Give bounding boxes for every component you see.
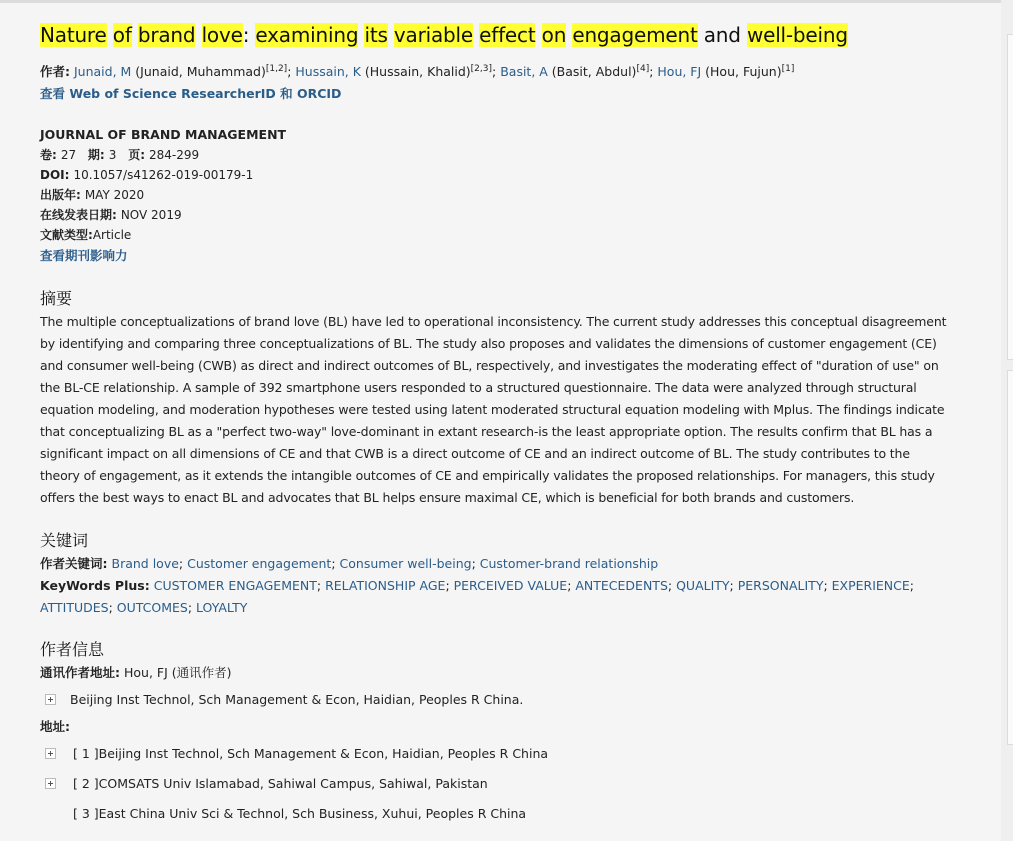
record-page — [40, 20, 952, 828]
address-label: 地址: — [40, 719, 70, 735]
keywords-plus-link[interactable]: OUTCOMES — [116, 600, 188, 616]
author-keywords-list: Brand love; Customer engagement; Consumer well-being; Customer-brand relationship — [111, 556, 659, 572]
journal-impact-link[interactable]: 查看期刊影响力 — [40, 248, 128, 264]
title-text: and — [697, 23, 747, 47]
researcher-id-row — [40, 84, 952, 104]
address-number: [ 3 ] — [73, 805, 99, 821]
keywords-plus-link[interactable]: PERSONALITY — [737, 578, 824, 594]
author-affiliation-ref[interactable]: [4] — [636, 64, 650, 74]
corresponding-author-value: Hou, FJ (通讯作者) — [124, 665, 232, 681]
side-panel-tab — [1007, 370, 1013, 745]
side-panel-tab — [1007, 34, 1013, 360]
corresponding-address-text: Beijing Inst Technol, Sch Management & Econ, Haidian, Peoples R China. — [70, 691, 524, 707]
volume-value: 27 — [60, 148, 77, 163]
online-date-value: NOV 2019 — [120, 208, 182, 223]
expand-plus-icon[interactable] — [45, 694, 56, 705]
title-highlight-term: effect — [479, 23, 536, 47]
title-highlight-term: on — [541, 23, 567, 47]
keywords-plus-link[interactable]: EXPERIENCE — [831, 578, 910, 594]
author-keyword-link[interactable]: Brand love — [111, 556, 179, 572]
abstract-text: The multiple conceptualizations of brand love (BL) have led to operational inconsistency. The current study addresses this conceptual disagreement by identifying and comparing three conceptualizations of BL. The study also proposes and validates the dimensions of customer engagement (CE) and consumer well-being (CWB) as direct and indirect outcomes of BL, respectively, and investigates the moderating effect of "duration of use" on the BL-CE relationship. A sample of 392 smartphone users responded to a structured questionnaire. The data were analyzed through structural equation modeling, and moderation hypotheses were tested using latent moderated structural equation modeling with Mplus. The findings indicate that conceptualizing BL as a "perfect two-way" love-dominant in extant research-is the least appropriate option. The results confirm that BL has a significant impact on all dimensions of CE and that CWB is a direct outcome of CE and an indirect outcome of BL. The study contributes to the theory of engagement, as it extends the intangible outcomes of CE and empirically validates the proposed relationships. For managers, this study offers the best ways to enact BL and advocates that BL helps ensure maximal CE, which is beneficial for both brands and customers. — [40, 314, 947, 506]
keywords-plus-link[interactable]: QUALITY — [676, 578, 730, 594]
author-full-name: (Basit, Abdul) — [547, 64, 637, 80]
keywords-plus-link[interactable]: LOYALTY — [196, 600, 248, 616]
address-number: [ 2 ] — [73, 775, 99, 791]
title-text — [195, 23, 201, 47]
doi-value: 10.1057/s41262-019-00179-1 — [73, 168, 254, 183]
online-date-label: 在线发表日期: — [40, 208, 117, 223]
address-row — [40, 768, 952, 798]
title-text — [107, 23, 113, 47]
keywords-plus-link[interactable]: ATTITUDES — [40, 600, 109, 616]
title-highlight-term: engagement — [572, 23, 698, 47]
corresponding-author-label: 通讯作者地址: — [40, 665, 120, 681]
abstract-heading: 摘要 — [40, 289, 73, 309]
address-text: COMSATS Univ Islamabad, Sahiwal Campus, Sahiwal, Pakistan — [98, 775, 488, 791]
title-text — [388, 23, 394, 47]
expand-plus-icon[interactable] — [45, 748, 56, 759]
author-keyword-link[interactable]: Customer-brand relationship — [479, 556, 659, 572]
author-keyword-link[interactable]: Customer engagement — [187, 556, 332, 572]
author-link[interactable]: Hussain, K — [295, 64, 361, 80]
title-highlight-term: of — [112, 23, 132, 47]
title-text — [132, 23, 138, 47]
address-number: [ 1 ] — [73, 745, 99, 761]
author-full-name: (Hou, Fujun) — [701, 64, 782, 80]
issue-label: 期: — [87, 148, 105, 163]
doi-row — [40, 165, 952, 185]
author-link[interactable]: Junaid, M — [73, 64, 132, 80]
author-separator: ; — [287, 64, 296, 80]
address-row — [40, 738, 952, 768]
author-keywords-label: 作者关键词: — [40, 556, 108, 572]
author-affiliation-ref[interactable]: [1,2] — [265, 64, 288, 74]
author-link[interactable]: Hou, FJ — [657, 64, 702, 80]
researcher-id-link[interactable]: 查看 Web of Science ResearcherID 和 ORCID — [40, 86, 342, 102]
pages-value: 284-299 — [149, 148, 200, 163]
keywords-plus-row — [40, 575, 952, 619]
right-side-panel-edge — [1001, 0, 1013, 841]
address-list — [40, 738, 952, 828]
top-divider — [0, 0, 1001, 3]
online-date-row — [40, 205, 952, 225]
author-separator: ; — [649, 64, 658, 80]
author-affiliation-ref[interactable]: [1] — [781, 64, 795, 74]
author-separator: ; — [492, 64, 501, 80]
corresponding-author-row — [40, 662, 952, 684]
doi-label: DOI: — [40, 168, 70, 183]
author-info-heading: 作者信息 — [40, 640, 105, 660]
journal-name: JOURNAL OF BRAND MANAGEMENT — [40, 127, 287, 143]
author-full-name: (Hussain, Khalid) — [360, 64, 471, 80]
title-text: : — [242, 23, 256, 47]
authors-label: 作者: — [40, 64, 70, 80]
impact-row — [40, 245, 952, 267]
authors-line — [40, 59, 952, 82]
article-title — [40, 20, 952, 50]
keywords-plus-link[interactable]: ANTECEDENTS — [575, 578, 668, 594]
doctype-label: 文献类型: — [40, 228, 93, 243]
author-keywords-row — [40, 553, 952, 575]
volume-issue-pages — [40, 145, 952, 165]
keywords-plus-list: CUSTOMER ENGAGEMENT; RELATIONSHIP AGE; PERCEIVED VALUE; ANTECEDENTS; QUALITY; PERSONALITY; EXPERIENCE; ATTITUDES; OUTCOMES; LOYALTY — [40, 578, 915, 616]
author-affiliation-ref[interactable]: [2,3] — [470, 64, 493, 74]
doctype-value: Article — [92, 228, 132, 243]
address-text: Beijing Inst Technol, Sch Management & Econ, Haidian, Peoples R China — [98, 745, 549, 761]
issue-value: 3 — [108, 148, 117, 163]
pubyear-value: MAY 2020 — [84, 188, 145, 203]
pubyear-label: 出版年: — [40, 188, 81, 203]
pubyear-row — [40, 185, 952, 205]
title-highlight-term: examining — [255, 23, 359, 47]
expand-plus-icon[interactable] — [45, 778, 56, 789]
address-text: East China Univ Sci & Technol, Sch Business, Xuhui, Peoples R China — [98, 805, 527, 821]
keywords-plus-link[interactable]: CUSTOMER ENGAGEMENT — [153, 578, 317, 594]
author-full-name: (Junaid, Muhammad) — [131, 64, 266, 80]
title-highlight-term: well-being — [746, 23, 848, 47]
keywords-plus-link[interactable]: PERCEIVED VALUE — [453, 578, 568, 594]
keywords-plus-link[interactable]: RELATIONSHIP AGE — [325, 578, 446, 594]
corresponding-address-row — [40, 684, 952, 714]
pages-label: 页: — [128, 148, 146, 163]
keywords-heading: 关键词 — [40, 531, 89, 551]
title-highlight-term: Nature — [40, 23, 107, 47]
title-text — [535, 23, 541, 47]
title-highlight-term: variable — [393, 23, 473, 47]
volume-label: 卷: — [40, 148, 57, 163]
author-list — [74, 64, 794, 79]
address-row — [40, 798, 952, 828]
title-highlight-term: brand — [137, 23, 196, 47]
author-link[interactable]: Basit, A — [500, 64, 548, 80]
title-highlight-term: its — [364, 23, 388, 47]
title-highlight-term: love — [201, 23, 243, 47]
keywords-plus-label: KeyWords Plus: — [40, 578, 150, 594]
author-keyword-link[interactable]: Consumer well-being — [339, 556, 472, 572]
doctype-row — [40, 225, 952, 245]
